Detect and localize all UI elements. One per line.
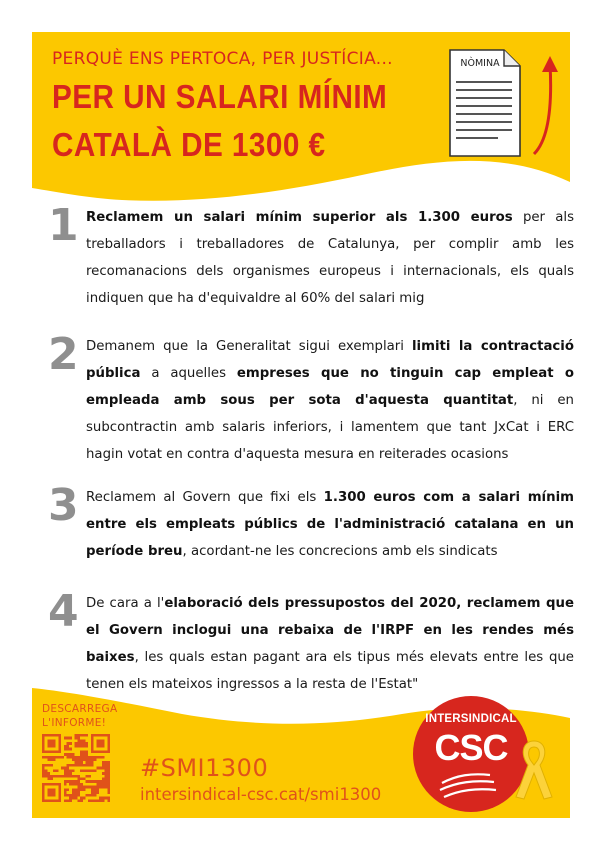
item-text <box>86 484 574 565</box>
item-text <box>86 590 574 698</box>
item-number: 3 <box>48 480 79 531</box>
report-link[interactable]: intersindical-csc.cat/smi1300 <box>140 785 382 804</box>
item-text <box>86 204 574 312</box>
yellow-ribbon-icon <box>514 735 554 805</box>
header-kicker: PERQUÈ ENS PERTOCA, PER JUSTÍCIA... <box>52 49 393 69</box>
item-text-bold: 1.300 euros com a salari mínim entre els empleats públics de l'administració catalana en un període breu <box>86 490 574 559</box>
item-text <box>86 333 574 468</box>
item-text-run: De cara a l' <box>86 596 165 611</box>
payslip-label: NÒMINA <box>460 58 500 69</box>
download-label-line1: DESCARREGA <box>42 703 118 715</box>
item-number: 4 <box>48 586 79 637</box>
item-text-bold: Reclamem un salari mínim superior als 1.300 euros <box>86 210 513 225</box>
item-text-run: a aquelles <box>140 366 237 381</box>
download-label <box>42 702 117 730</box>
page-title-line2: CATALÀ DE 1300 € <box>52 126 326 163</box>
hashtag: #SMI1300 <box>140 754 269 782</box>
download-label-line2: L'INFORME! <box>42 717 107 729</box>
qr-code[interactable] <box>42 734 110 802</box>
item-text-run: per als treballadors i treballadores de Catalunya, per complir amb les recomanacions dels organismes europeus i internacionals, els quals indiquen que ha d'equivaldre al 60% del salari mig <box>86 210 575 306</box>
item-text-bold: empreses que no tinguin cap empleat o empleada amb sous per sota d'aquesta quantitat <box>86 366 574 408</box>
rising-arrow-icon <box>530 50 570 160</box>
item-text-run: Demanem que la Generalitat sigui exemplari <box>86 339 412 354</box>
item-number: 2 <box>48 329 79 380</box>
item-text-run: , ni en subcontractin amb salaris inferiors, i lamentem que tant JxCat i ERC hagin votat en contra d'aquesta mesura en reiterades ocasions <box>86 393 574 462</box>
item-text-run: Reclamem al Govern que fixi els <box>86 490 324 505</box>
logo-text-top: INTERSINDICAL <box>425 713 517 725</box>
item-number: 1 <box>48 200 79 251</box>
item-text-run: , acordant-ne les concrecions amb els sindicats <box>182 544 498 559</box>
item-text-bold: elaboració dels pressupostos del 2020, reclamem que el Govern inclogui una rebaixa de l'IRPF en les rendes més baixes <box>86 596 575 665</box>
item-text-bold: limiti la contractació pública <box>86 339 574 381</box>
logo-text-main: CSC <box>434 727 508 768</box>
page-title-line1: PER UN SALARI MÍNIM <box>52 78 388 115</box>
item-text-run: , les quals estan pagant ara els tipus més elevats entre les que tenen els mateixos ingressos a la resta de l'Estat" <box>86 650 574 692</box>
